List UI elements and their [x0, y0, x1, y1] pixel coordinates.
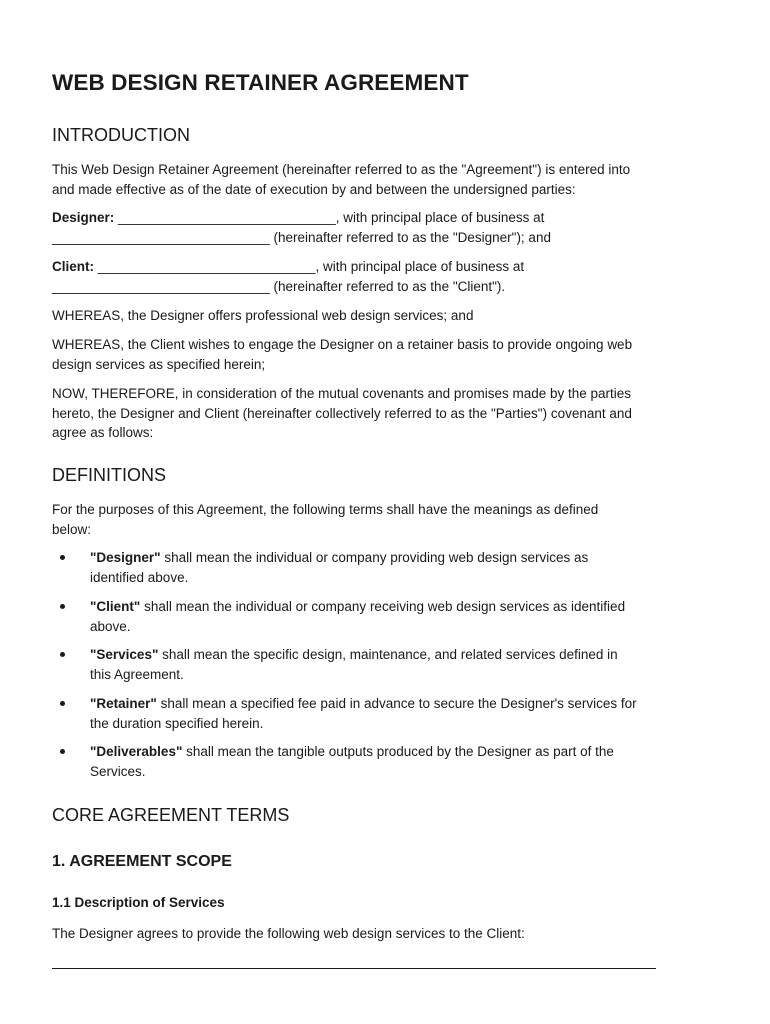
- definition-desc: above.: [90, 618, 131, 634]
- definition-term: "Services": [90, 647, 159, 662]
- definition-desc: shall mean the individual or company receiving web design services as identified: [140, 599, 626, 614]
- subsection-1-1-heading: 1.1 Description of Services: [52, 895, 225, 910]
- definitions-lead: [52, 500, 727, 539]
- intro-line: and made effective as of the date of execution by and between the undersigned parties:: [52, 181, 576, 197]
- definitions-heading: DEFINITIONS: [52, 465, 167, 485]
- definition-desc: shall mean the tangible outputs produced by the Designer as part of the: [182, 744, 614, 759]
- intro-paragraph: [52, 160, 727, 199]
- designer-line: _____________________________ (hereinafter referred to as the "Designer"); and: [52, 229, 551, 245]
- now-line: agree as follows:: [52, 425, 154, 440]
- definition-text: [90, 645, 730, 684]
- definition-term: "Deliverables": [90, 744, 183, 759]
- services-intro-line: The Designer agrees to provide the following web design services to the Client:: [52, 926, 525, 941]
- bullet-dot-icon: [60, 604, 65, 609]
- definition-text: [90, 694, 730, 733]
- whereas-line: WHEREAS, the Client wishes to engage the Designer on a retainer basis to provide ongoing web: [52, 337, 633, 352]
- section-1-heading: 1. AGREEMENT SCOPE: [52, 853, 232, 870]
- designer-blank-text: _____________________________, with principal place of business at: [114, 210, 545, 225]
- whereas-paragraph-2: [52, 335, 727, 374]
- now-line: NOW, THEREFORE, in consideration of the mutual covenants and promises made by the parties: [52, 386, 632, 401]
- whereas-line: design services as specified herein;: [52, 356, 266, 372]
- document-title: WEB DESIGN RETAINER AGREEMENT: [52, 70, 469, 95]
- client-line: [52, 257, 727, 277]
- whereas-line: WHEREAS, the Designer offers professional web design services; and: [52, 308, 474, 323]
- definition-desc: this Agreement.: [90, 666, 184, 682]
- bullet-dot-icon: [60, 652, 65, 657]
- client-paragraph: [52, 257, 727, 296]
- definition-desc: identified above.: [90, 569, 189, 585]
- definition-desc: shall mean the individual or company providing web design services as: [160, 550, 589, 565]
- introduction-heading: INTRODUCTION: [52, 125, 190, 145]
- bullet-dot-icon: [60, 701, 65, 706]
- definition-term: "Designer": [90, 550, 161, 565]
- services-fill-in-line[interactable]: [52, 968, 656, 969]
- services-intro: [52, 924, 727, 944]
- whereas-paragraph-1: [52, 306, 727, 326]
- bullet-dot-icon: [60, 749, 65, 754]
- designer-label: Designer:: [52, 210, 115, 225]
- definition-term: "Client": [90, 599, 141, 614]
- client-label: Client:: [52, 259, 94, 274]
- now-therefore-paragraph: [52, 384, 727, 443]
- definitions-lead-line: below:: [52, 521, 92, 537]
- definition-desc: shall mean the specific design, maintenance, and related services defined in: [158, 647, 618, 662]
- definition-text: [90, 597, 730, 636]
- definitions-lead-line: For the purposes of this Agreement, the following terms shall have the meanings as defined: [52, 502, 599, 517]
- core-terms-heading: CORE AGREEMENT TERMS: [52, 805, 290, 825]
- definition-text: [90, 548, 730, 587]
- intro-line: This Web Design Retainer Agreement (hereinafter referred to as the "Agreement") is entered into: [52, 162, 631, 177]
- definition-term: "Retainer": [90, 696, 157, 711]
- now-line: hereto, the Designer and Client (hereinafter collectively referred to as the "Parties") covenant and: [52, 405, 632, 421]
- definition-desc: shall mean a specified fee paid in advance to secure the Designer's services for: [156, 696, 637, 711]
- designer-line: [52, 208, 727, 228]
- bullet-dot-icon: [60, 555, 65, 560]
- client-line: _____________________________ (hereinafter referred to as the "Client").: [52, 278, 506, 294]
- client-blank-text: _____________________________, with principal place of business at: [94, 259, 525, 274]
- designer-paragraph: [52, 208, 727, 247]
- definition-text: [90, 742, 730, 781]
- definition-desc: the duration specified herein.: [90, 715, 264, 731]
- definition-desc: Services.: [90, 763, 146, 779]
